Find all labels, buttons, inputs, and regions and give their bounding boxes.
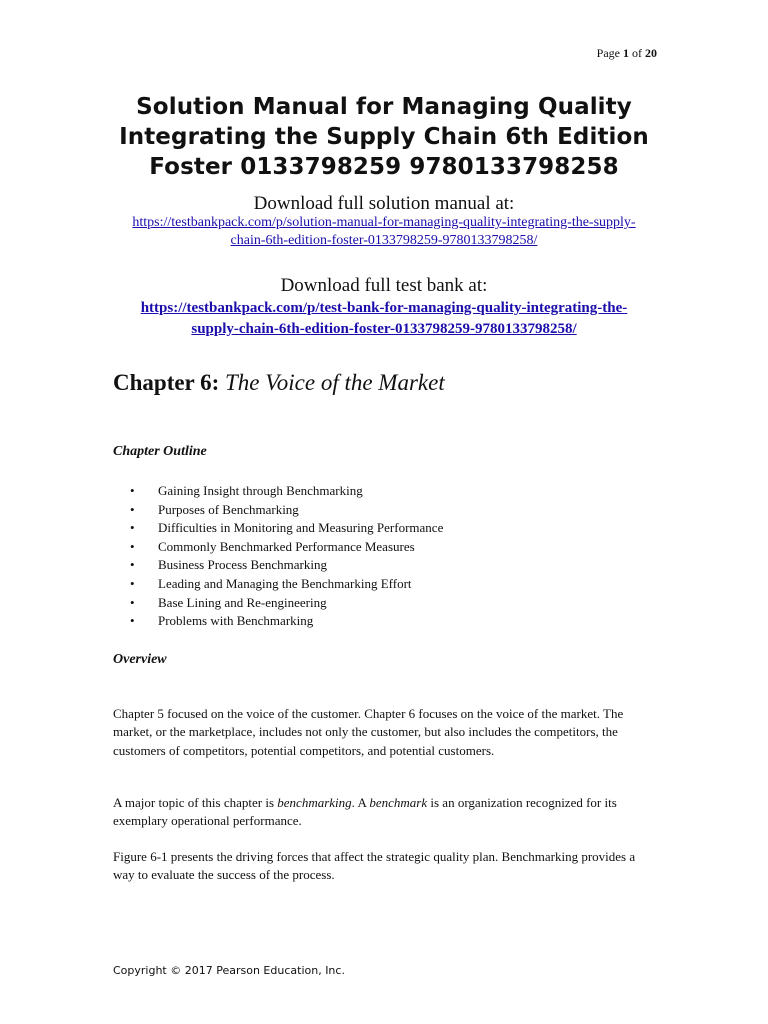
footer-copyright: Copyright © 2017 Pearson Education, Inc. bbox=[113, 964, 345, 977]
term-benchmark: benchmark bbox=[369, 795, 428, 810]
chapter-prefix: Chapter 6: bbox=[113, 370, 226, 395]
title-line-1: Solution Manual for Managing Quality bbox=[136, 94, 632, 120]
page-total: 20 bbox=[645, 46, 657, 60]
title-line-3: Foster 0133798259 9780133798258 bbox=[149, 154, 619, 180]
outline-item: • Problems with Benchmarking bbox=[130, 612, 443, 631]
paragraph-2-text-c: is an organization recognized for its exemplary operational performance. bbox=[113, 795, 617, 829]
download-solution-link-line-1[interactable]: https://testbankpack.com/p/solution-manual-for-managing-quality-integrating-the-supply- bbox=[132, 215, 636, 230]
outline-item: • Leading and Managing the Benchmarking Effort bbox=[130, 575, 443, 594]
outline-item: • Gaining Insight through Benchmarking bbox=[130, 482, 443, 501]
overview-paragraph-2 bbox=[113, 794, 658, 831]
term-benchmarking: benchmarking bbox=[277, 795, 352, 810]
overview-heading: Overview bbox=[113, 652, 167, 667]
outline-heading: Chapter Outline bbox=[113, 444, 207, 459]
download-testbank-link-line-1[interactable]: https://testbankpack.com/p/test-bank-for-managing-quality-integrating-the- bbox=[140, 300, 628, 316]
download-testbank-heading: Download full test bank at: bbox=[280, 275, 488, 296]
document-title bbox=[100, 92, 668, 182]
overview-paragraph-3: Figure 6-1 presents the driving forces that affect the strategic quality plan. Benchmarking provides a way to evaluate the success of the process. bbox=[113, 849, 636, 883]
download-testbank-link[interactable] bbox=[100, 298, 668, 340]
overview-paragraph-1: Chapter 5 focused on the voice of the customer. Chapter 6 focuses on the voice of the market. The market, or the marketplace, includes not only the customer, but also includes the competitors, the customers of competitors, potential competitors, and potential customers. bbox=[113, 706, 624, 758]
outline-list bbox=[130, 482, 443, 631]
download-solution-link[interactable] bbox=[100, 214, 668, 250]
download-solution-link-line-2[interactable]: chain-6th-edition-foster-0133798259-9780133798258/ bbox=[230, 233, 538, 248]
outline-item: • Business Process Benchmarking bbox=[130, 556, 443, 575]
title-line-2: Integrating the Supply Chain 6th Edition bbox=[119, 124, 649, 150]
outline-item: • Commonly Benchmarked Performance Measures bbox=[130, 538, 443, 557]
download-testbank-link-line-2[interactable]: supply-chain-6th-edition-foster-0133798259-9780133798258/ bbox=[191, 321, 577, 337]
page-number bbox=[597, 46, 657, 61]
chapter-title: The Voice of the Market bbox=[225, 370, 445, 395]
outline-item: • Difficulties in Monitoring and Measuring Performance bbox=[130, 519, 443, 538]
outline-item: • Purposes of Benchmarking bbox=[130, 501, 443, 520]
outline-item: • Base Lining and Re-engineering bbox=[130, 594, 443, 613]
page-prefix: Page bbox=[596, 46, 623, 60]
paragraph-2-text-b: . A bbox=[351, 795, 370, 810]
page-current: 1 bbox=[623, 46, 629, 60]
page-of: of bbox=[629, 46, 645, 60]
download-solution-heading: Download full solution manual at: bbox=[253, 193, 515, 214]
chapter-heading bbox=[113, 370, 445, 396]
paragraph-2-text-a: A major topic of this chapter is bbox=[113, 795, 278, 810]
